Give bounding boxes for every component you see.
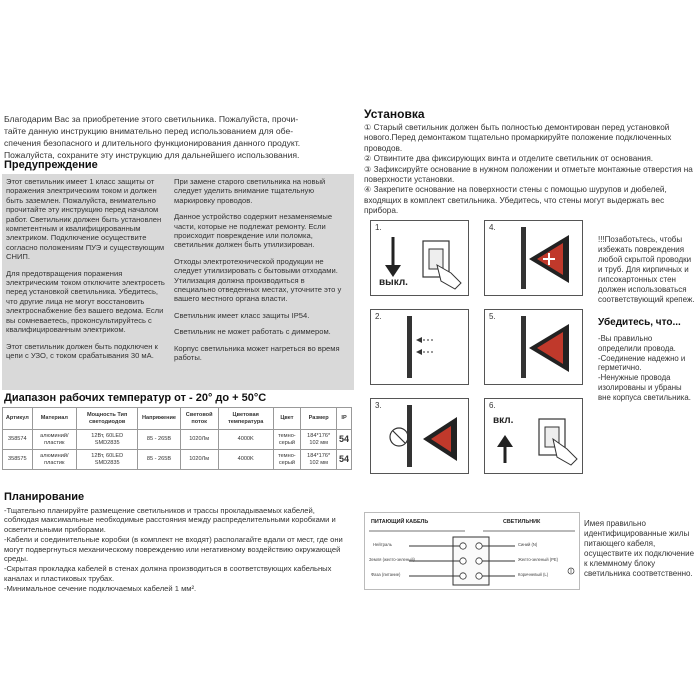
warning-paragraph: Отходы электротехнической продукции не следует утилизировать с бытовыми отходами. Утилизация должна производиться в специально отведенных местах, уточните это у вашего местного органа власти. (174, 256, 342, 304)
table-header-cell: Световой поток (180, 408, 218, 430)
wiring-left-label: Нейтраль (373, 542, 392, 547)
list-item: -Кабели и соединительные коробки (в комплект не входят) располагайте вдали от мест, где они могут подвергнуться механическому повреждению или негативному воздействию окружающей среды. (4, 535, 343, 564)
table-header-cell: Цветовая температура (218, 408, 273, 430)
diagram-panel-2 (370, 309, 469, 385)
down-arrow-head-icon (385, 265, 401, 277)
installation-steps (364, 123, 694, 217)
table-cell: 12Вт, 60LED SMD2835 (77, 450, 138, 470)
planning-title: Планирование (4, 491, 85, 503)
table-cell: 54 (337, 450, 352, 470)
table-cell: 85 - 265В (138, 430, 180, 450)
table-cell: темно-серый (273, 430, 300, 450)
temperature-title: Диапазон рабочих температур от - 20° до + 50°C (4, 392, 267, 404)
table-cell: 184*176* 102 мм (301, 450, 337, 470)
planning-list (4, 506, 344, 595)
warning-paragraph: Светильник имеет класс защиты IP54. (174, 310, 310, 320)
wiring-right-label: Коричневый (L) (518, 572, 549, 577)
diagram-panel-5 (484, 309, 583, 385)
warning-paragraph: При замене старого светильника на новый следует уделить внимание тщательную маркировку проводов. (174, 177, 326, 205)
panel-number: 5. (489, 312, 496, 321)
wiring-right-label: Синий (N) (518, 542, 538, 547)
intro-line: Благодарим Вас за приобретение этого светильника. Пожалуйста, прочи- (4, 114, 299, 124)
table-cell: 85 - 265В (138, 450, 180, 470)
table-header-row (3, 408, 352, 430)
table-cell: темно-серый (273, 450, 300, 470)
marking-illustration (371, 310, 468, 384)
intro-line: тайте данную инструкцию внимательно перед использованием для обе- (4, 126, 294, 136)
warning-box (2, 174, 354, 390)
wiring-diagram (364, 512, 580, 590)
warning-paragraph: Корпус светильника может нагреться во время работы. (174, 343, 340, 363)
wiring-left-header: ПИТАЮЩИЙ КАБЕЛЬ (371, 519, 429, 525)
checks-list (598, 334, 696, 403)
table-header-cell: Напряжение (138, 408, 180, 430)
wiring-left-label: Фаза (питание) (371, 572, 401, 577)
list-item: ③ Зафиксируйте основание в нужном положении и отметьте монтажные отверстия на поверхности установки. (364, 164, 693, 185)
list-item: -Скрытая прокладка кабелей в стенах должна производиться в соответствующих кабельных каналах и пластиковых трубах. (4, 564, 332, 583)
intro-line: Пожалуйста, сохраните эту инструкцию для дальнейшего использования. (4, 150, 300, 160)
drilling-illustration (371, 399, 468, 473)
list-item: -Тщательно планируйте размещение светильников и трассы прокладываемых кабелей, соблюдая максимальные необходимые расстояния между распределительными коробками и осветительными приборами. (4, 506, 336, 534)
panel-label: вкл. (493, 415, 514, 426)
panel-label: выкл. (379, 277, 408, 288)
list-item: ① Старый светильник должен быть полностью демонтирован перед установкой нового.Перед демонтажом тщательно промаркируйте положение подключенных проводов. (364, 123, 672, 153)
wall-icon (407, 316, 412, 378)
table-cell: 54 (337, 430, 352, 450)
wiring-note: Имея правильно идентифицированные жилы питающего кабеля, осуществите их подключение к клеммному блоку светильника соответственно. (584, 519, 695, 578)
warning-left-column (6, 177, 166, 367)
panel-number: 6. (489, 401, 496, 410)
diagram-panel-1 (370, 220, 469, 296)
fixture-closed-illustration (485, 310, 582, 384)
table-cell: 184*176* 102 мм (301, 430, 337, 450)
diagram-panel-3 (370, 398, 469, 474)
table-cell: 358575 (3, 450, 33, 470)
panel-number: 4. (489, 223, 496, 232)
table-cell: 1020Лм (180, 450, 218, 470)
arrow-icon (416, 349, 422, 355)
table-header-cell: IP (337, 408, 352, 430)
table-cell: 12Вт, 60LED SMD2835 (77, 430, 138, 450)
warning-paragraph: Этот светильник должен быть подключен к цепи с УЗО, с током срабатывания 30 мА. (6, 341, 158, 360)
table-cell: 4000K (218, 430, 273, 450)
warning-right-column (174, 177, 346, 370)
list-item: -Соединение надежно и герметично. (598, 353, 686, 373)
panel-number: 2. (375, 312, 382, 321)
terminal-block-illustration (365, 513, 579, 589)
list-item: ② Отвинтите два фиксирующих винта и отделите светильник от основания. (364, 154, 654, 164)
arrow-icon (416, 337, 422, 343)
table-header-cell: Мощность Тип светодиодов (77, 408, 138, 430)
wiring-left-label: Земля (желто-зеленый) (369, 557, 415, 562)
up-arrow-head-icon (497, 435, 513, 447)
switch-on-illustration (485, 399, 582, 473)
panel-number: 1. (375, 223, 382, 232)
warning-title: Предупреждение (4, 159, 98, 171)
warning-paragraph: Для предотвращения поражения электрическим током отключите электросеть перед установкой светильника. Убедитесь, что другие лица не могут восстановить электроснабжение без вашего ведома. Если вы сомневаетесь, проконсультируйтесь с квалифицированным электриком. (6, 268, 165, 335)
installation-title: Установка (364, 107, 425, 121)
table-cell: 4000K (218, 450, 273, 470)
table-header-cell: Артикул (3, 408, 33, 430)
spec-table (2, 407, 352, 470)
fixture-mount-illustration (485, 221, 582, 295)
switch-rocker-icon (429, 249, 443, 269)
intro-line: спечения безопасного и длительного функционирования данного продукт. (4, 138, 301, 148)
wall-icon (521, 227, 526, 289)
warning-paragraph: Светильник не может работать с диммером. (174, 327, 331, 337)
table-cell: алюминий/ пластик (32, 450, 76, 470)
warning-paragraph: Данное устройство содержит незаменяемые части, которые не подлежат ремонту. Если происходит повреждение или поломка, светильник должен быть утилизирован. (174, 212, 333, 250)
table-cell: 358574 (3, 430, 33, 450)
panel-number: 3. (375, 401, 382, 410)
table-row (3, 430, 352, 450)
checks-title: Убедитесь, что... (598, 317, 681, 328)
wall-icon (521, 316, 526, 378)
list-item: -Вы правильно определили провода. (598, 334, 676, 353)
wiring-right-header: СВЕТИЛЬНИК (503, 519, 541, 525)
diagram-panel-4 (484, 220, 583, 296)
wiring-caution-note: !!!Позаботьтесь, чтобы избежать повреждения любой скрытой проводки и труб. Для кирпичных и гипсокартонных стен должен использоваться соответствующий крепеж. (598, 235, 695, 304)
intro-text (4, 113, 344, 161)
wiring-right-label: Желто-зеленый (PE) (518, 557, 559, 562)
table-header-cell: Размер (301, 408, 337, 430)
warning-paragraph: Этот светильник имеет 1 класс защиты от поражения электрическим током и должен быть заземлен. Пожалуйста, внимательно прочитайте эту инструкцию перед началом работ. Светильник должен быть установлен компетентным и квалифицированным электриком. Подключение осуществите согласно положениям ПУЭ и существующим СНИП. (6, 177, 165, 262)
table-header-cell: Материал (32, 408, 76, 430)
table-cell: алюминий/ пластик (32, 430, 76, 450)
table-cell: 1020Лм (180, 430, 218, 450)
list-item: -Минимальное сечение подключаемых кабелей 1 мм². (4, 584, 197, 594)
list-item: -Ненужные провода изолированы и убраны вне корпуса светильника. (598, 373, 691, 402)
diagram-panel-6 (484, 398, 583, 474)
table-row (3, 450, 352, 470)
list-item: ④ Закрепите основание на поверхности стены с помощью шурупов и дюбелей, входящих в комплект светильника. Убедитесь, что стены могут выдержать вес прибора. (364, 185, 667, 216)
table-header-cell: Цвет (273, 408, 300, 430)
